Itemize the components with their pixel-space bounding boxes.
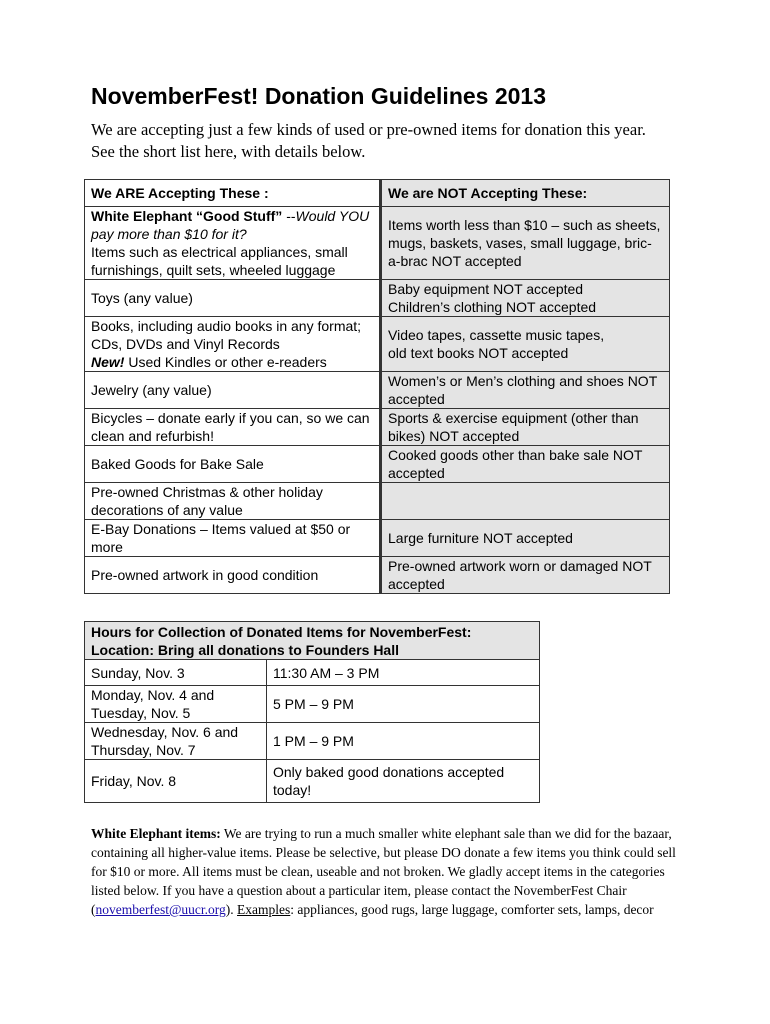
examples-label: Examples: [237, 902, 291, 917]
hours-time: 1 PM – 9 PM: [267, 723, 540, 760]
reject-cell-sports: Sports & exercise equipment (other than bikes) NOT accepted: [381, 409, 670, 446]
accept-cell-baked-goods: Baked Goods for Bake Sale: [85, 446, 381, 483]
hours-time: 11:30 AM – 3 PM: [267, 660, 540, 686]
collection-hours-table: [84, 621, 540, 803]
white-elephant-note: White Elephant items: We are trying to run a much smaller white elephant sale than we did for the bazaar, containing all higher-value items. Please be selective, but please DO donate a few items you think could sell for $10 or more. All items must be clean, useable and not broken. We gladly accept items in the categories listed below. If you have a question about a particular item, please contact the NovemberFest Chair (novemberfest@uucr.org). Examples: appliances, good rugs, large luggage, comforter sets, lamps, decor: [91, 826, 676, 917]
accept-cell-books: Books, including audio books in any format; CDs, DVDs and Vinyl Records New! Used Kindles or other e-readers: [85, 317, 381, 372]
examples-text: : appliances, good rugs, large luggage, comforter sets, lamps, decor: [290, 902, 654, 917]
accept-cell-ebay: E-Bay Donations – Items valued at $50 or more: [85, 520, 381, 557]
hours-day: Monday, Nov. 4 and Tuesday, Nov. 5: [85, 686, 267, 723]
reject-cell-low-value: Items worth less than $10 – such as sheets, mugs, baskets, vases, small luggage, bric-a-brac NOT accepted: [381, 207, 670, 280]
note-label: White Elephant items:: [91, 826, 221, 841]
accept-cell-decorations: Pre-owned Christmas & other holiday decorations of any value: [85, 483, 381, 520]
accept-cell-jewelry: Jewelry (any value): [85, 372, 381, 409]
reject-cell-clothing: Women’s or Men’s clothing and shoes NOT accepted: [381, 372, 670, 409]
intro-text: We are accepting just a few kinds of used or pre-owned items for donation this year. See the short list here, with details below.: [91, 120, 646, 161]
page-title: NovemberFest! Donation Guidelines 2013: [91, 83, 547, 109]
hours-day: Wednesday, Nov. 6 and Thursday, Nov. 7: [85, 723, 267, 760]
reject-header: We are NOT Accepting These:: [381, 180, 670, 207]
reject-cell-artwork: Pre-owned artwork worn or damaged NOT accepted: [381, 557, 670, 594]
white-elephant-detail: Items such as electrical appliances, small furnishings, quilt sets, wheeled luggage: [91, 244, 348, 278]
white-elephant-question: Would YOU pay more than $10 for it?: [91, 208, 370, 242]
white-elephant-title: White Elephant “Good Stuff”: [91, 208, 283, 224]
hours-day: Friday, Nov. 8: [85, 760, 267, 803]
reject-cell-cooked-goods: Cooked goods other than bake sale NOT accepted: [381, 446, 670, 483]
hours-header: Hours for Collection of Donated Items for NovemberFest: Location: Bring all donations to Founders Hall: [85, 622, 540, 660]
reject-cell-empty: [381, 483, 670, 520]
hours-time: 5 PM – 9 PM: [267, 686, 540, 723]
accept-cell-bicycles: Bicycles – donate early if you can, so we can clean and refurbish!: [85, 409, 381, 446]
accept-cell-toys: Toys (any value): [85, 280, 381, 317]
note-body: We are trying to run a much smaller white elephant sale than we did for the bazaar, containing all higher-value items. Please be selective, but please DO donate a few items you think could sell for $10 or more. All items must be clean, useable and not broken. We gladly accept items in the categories listed below. If you have a question about a particular item, please contact the NovemberFest Chair (: [91, 826, 676, 917]
hours-day: Sunday, Nov. 3: [85, 660, 267, 686]
accept-cell-artwork: Pre-owned artwork in good condition: [85, 557, 381, 594]
hours-time: Only baked good donations accepted today!: [267, 760, 540, 803]
reject-cell-baby: Baby equipment NOT accepted Children’s clothing NOT accepted: [381, 280, 670, 317]
reject-cell-furniture: Large furniture NOT accepted: [381, 520, 670, 557]
email-link[interactable]: novemberfest@uucr.org: [95, 902, 226, 917]
accept-cell-white-elephant: White Elephant “Good Stuff” --Would YOU pay more than $10 for it? Items such as electrical appliances, small furnishings, quilt sets, wheeled luggage: [85, 207, 381, 280]
guidelines-table: [84, 179, 670, 594]
reject-cell-tapes: Video tapes, cassette music tapes, old text books NOT accepted: [381, 317, 670, 372]
new-label: New!: [91, 354, 125, 370]
accept-header: We ARE Accepting These :: [85, 180, 381, 207]
